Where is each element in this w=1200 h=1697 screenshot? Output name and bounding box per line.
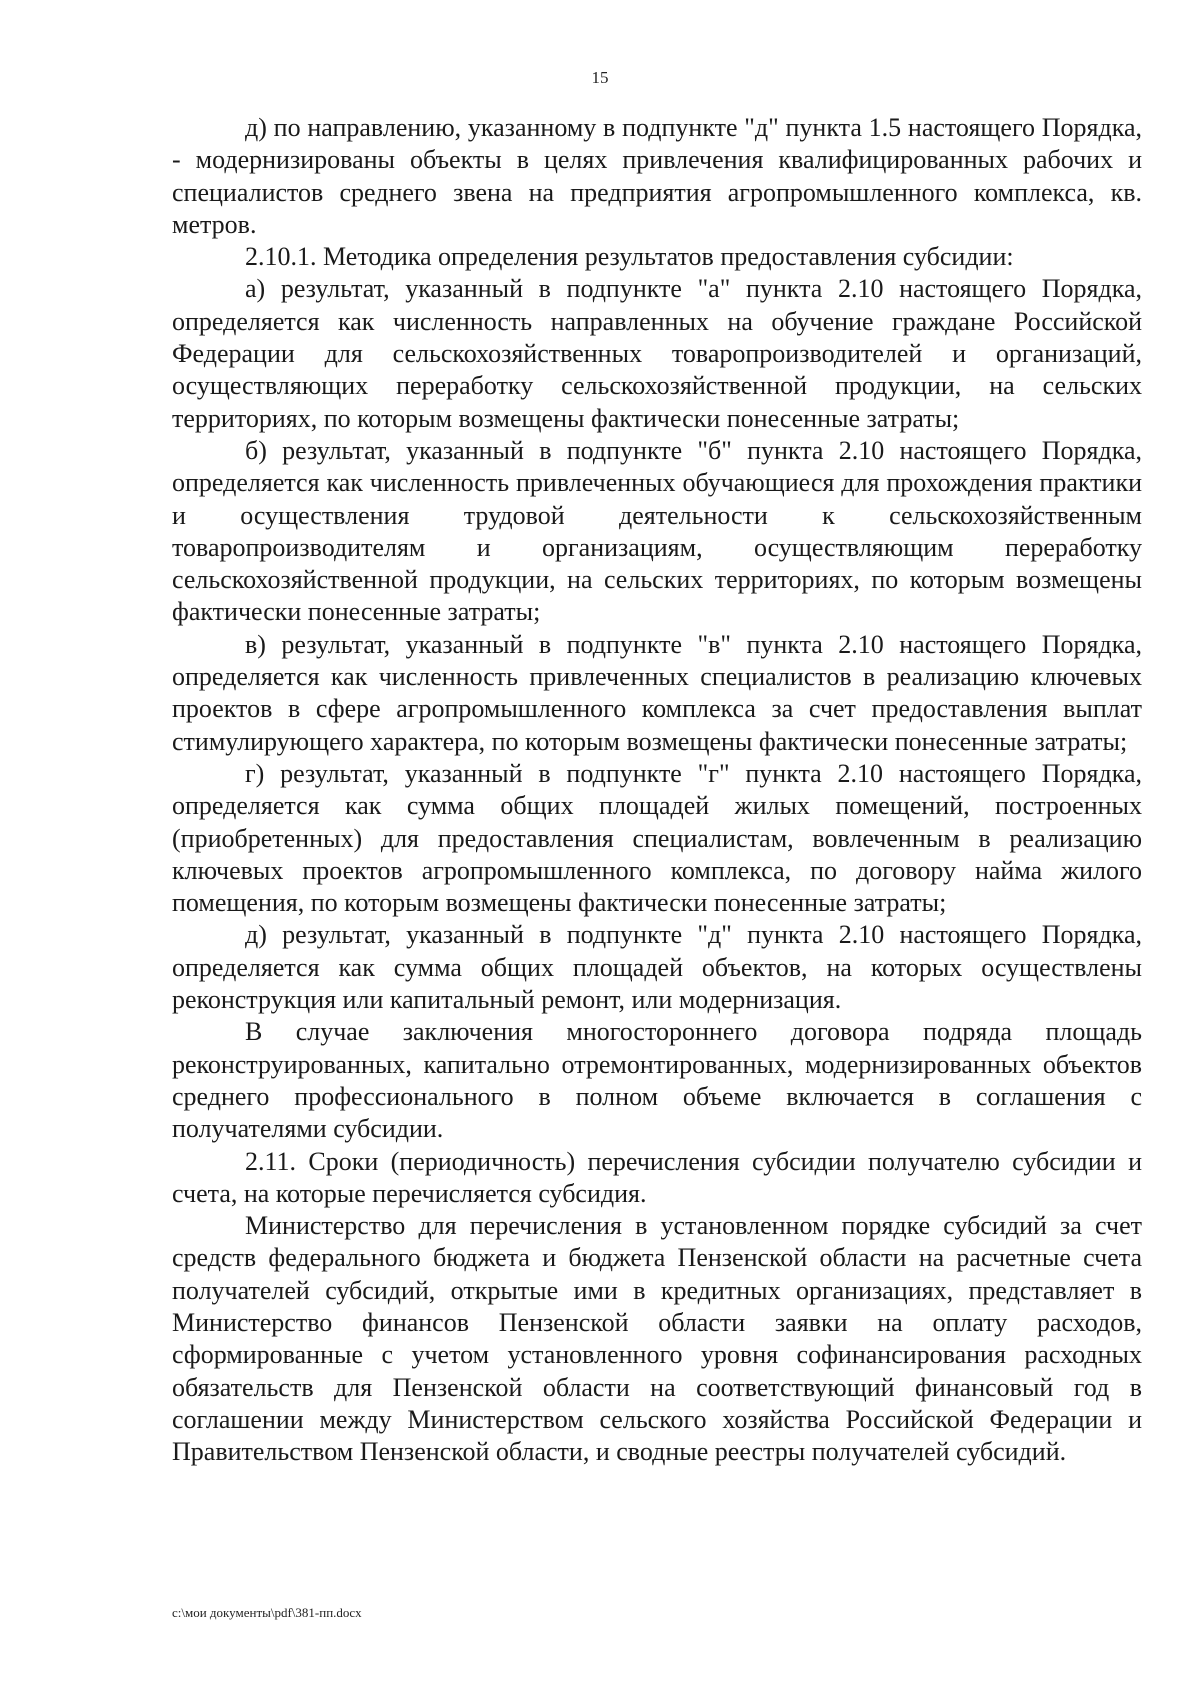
paragraph: в) результат, указанный в подпункте "в" пункта 2.10 настоящего Порядка, определяется как численность привлеченных специалистов в реализацию ключевых проектов в сфере агропромышленного комплекса за счет предоставления выплат стимулирующего характера, по которым возмещены фактически понесенные затраты; [172, 629, 1142, 756]
document-body [172, 112, 1142, 1468]
paragraph: г) результат, указанный в подпункте "г" пункта 2.10 настоящего Порядка, определяется как сумма общих площадей жилых помещений, построенных (приобретенных) для предоставления специалистам, вовлеченным в реализацию ключевых проектов агропромышленного комплекса, по договору найма жилого помещения, по которым возмещены фактически понесенные затраты; [172, 758, 1142, 918]
page-number: 15 [591, 68, 609, 87]
paragraph: б) результат, указанный в подпункте "б" пункта 2.10 настоящего Порядка, определяется как численность привлеченных обучающиеся для прохождения практики и осуществления трудовой деятельности к сельскохозяйственным товаропроизводителям и организациям, осуществляющим переработку сельскохозяйственной продукции, на сельских территориях, по которым возмещены фактически понесенные затраты; [172, 435, 1142, 627]
paragraph: Министерство для перечисления в установленном порядке субсидий за счет средств федерального бюджета и бюджета Пензенской области на расчетные счета получателей субсидий, открытые ими в кредитных организациях, представляет в Министерство финансов Пензенской области заявки на оплату расходов, сформированные с учетом установленного уровня софинансирования расходных обязательств для Пензенской области на соответствующий финансовый год в соглашении между Министерством сельского хозяйства Российской Федерации и Правительством Пензенской области, и сводные реестры получателей субсидий. [172, 1211, 1142, 1467]
paragraph: д) результат, указанный в подпункте "д" пункта 2.10 настоящего Порядка, определяется как сумма общих площадей объектов, на которых осуществлены реконструкция или капитальный ремонт, или модернизация. [172, 920, 1142, 1015]
paragraph: д) по направлению, указанному в подпункте "д" пункта 1.5 настоящего Порядка, - модернизированы объекты в целях привлечения квалифицированных рабочих и специалистов среднего звена на предприятия агропромышленного комплекса, кв. метров. [172, 113, 1142, 239]
paragraph: В случае заключения многостороннего договора подряда площадь реконструированных, капитально отремонтированных, модернизированных объектов среднего профессионального в полном объеме включается в соглашения с получателями субсидии. [172, 1017, 1142, 1144]
paragraph: 2.11. Сроки (периодичность) перечисления субсидии получателю субсидии и счета, на которые перечисляется субсидия. [172, 1146, 1142, 1208]
paragraph: 2.10.1. Методика определения результатов предоставления субсидии: [245, 242, 1014, 272]
footer-file-path: c:\мои документы\pdf\381-пп.docx [172, 1605, 362, 1620]
paragraph: а) результат, указанный в подпункте "а" пункта 2.10 настоящего Порядка, определяется как численность направленных на обучение граждане Российской Федерации для сельскохозяйственных товаропроизводителей и организаций, осуществляющих переработку сельскохозяйственной продукции, на сельских территориях, по которым возмещены фактически понесенные затраты; [172, 274, 1142, 433]
